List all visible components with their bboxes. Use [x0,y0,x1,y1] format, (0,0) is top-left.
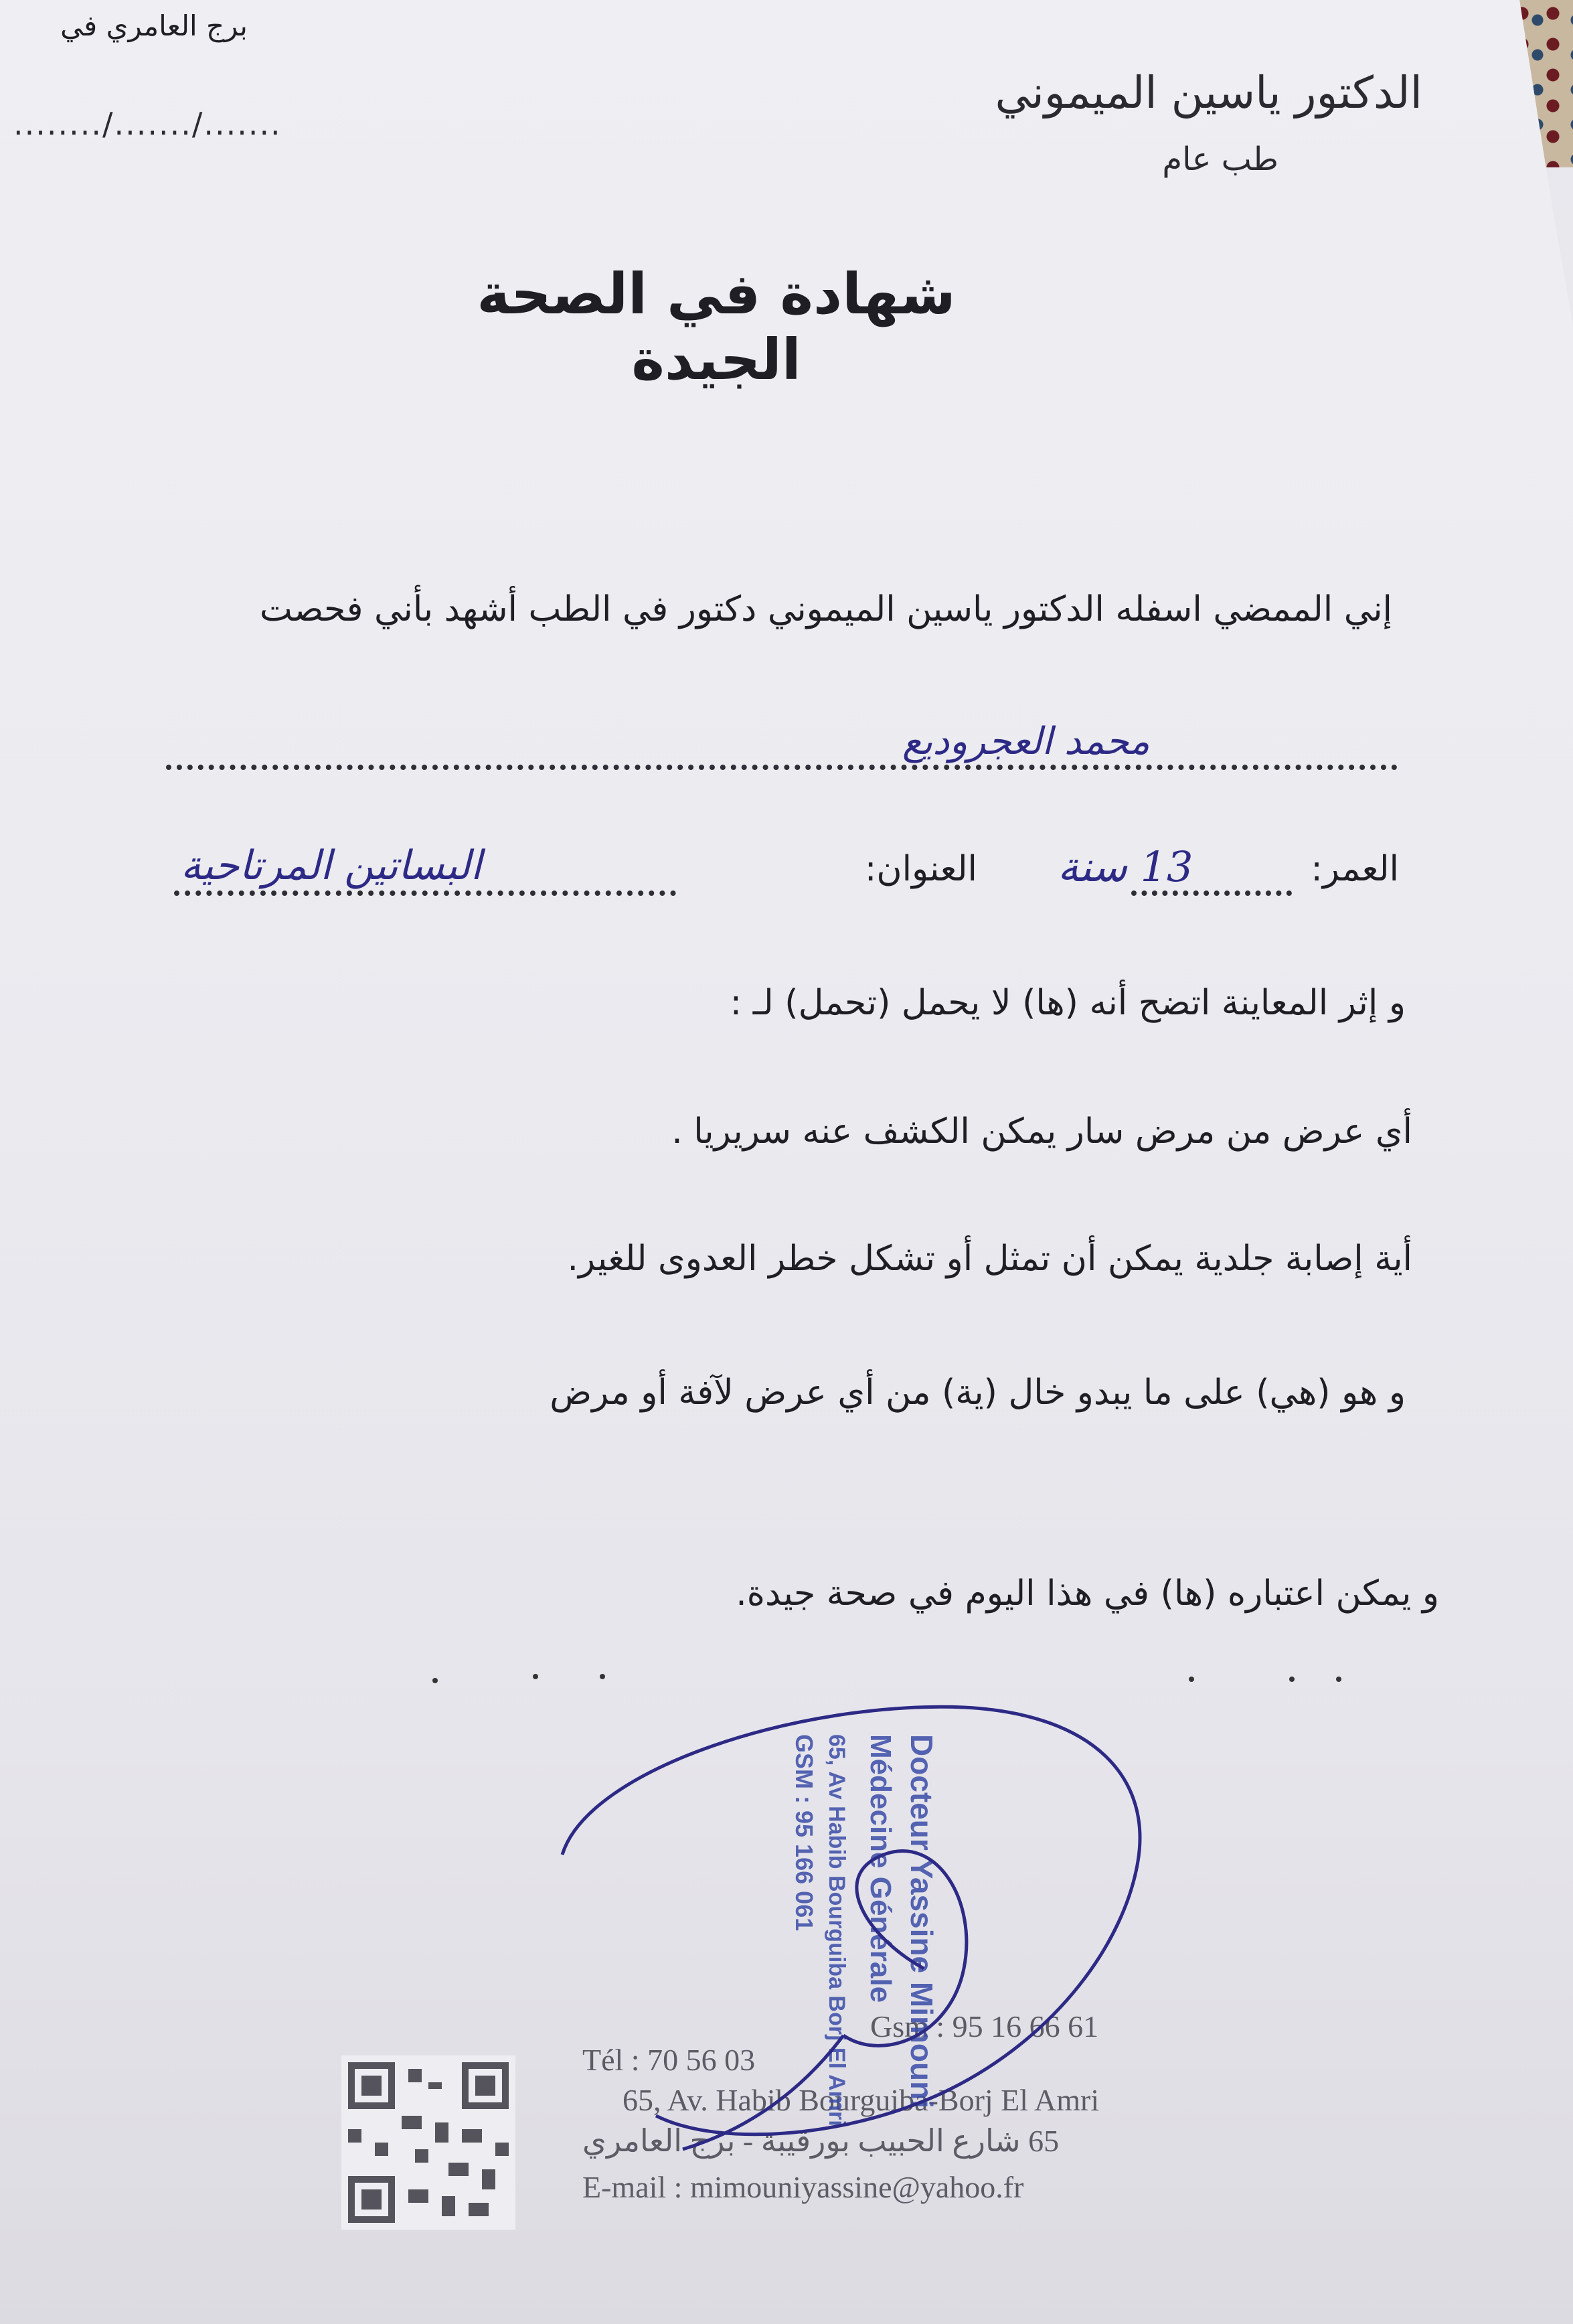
dot-marks [428,1674,1365,1687]
letterhead-address-fr: 65, Av. Habib Bourguiba-Borj El Amri [623,2083,1100,2117]
letterhead-address-ar: 65 شارع الحبيب بورقيبة - برج العامري [582,2124,1060,2158]
condition-contagious-disease: أي عرض من مرض سار يمكن الكشف عنه سريريا . [671,1111,1412,1152]
intro-line: إني الممضي اسفله الدكتور ياسين الميموني دكتور في الطب أشهد بأني فحصت [259,589,1392,629]
letterhead-tel: Tél : 70 56 03 [582,2043,756,2077]
stamp-gsm: GSM : 95 166 061 [791,1734,818,1932]
doctor-name: الدكتور ياسين الميموني [995,67,1422,119]
examination-line: و إثر المعاينة اتضح أنه (ها) لا يحمل (تحمل) لـ : [730,983,1406,1023]
patient-name-row [166,722,1398,775]
certificate-title: شهادة في الصحة الجيدة [477,261,956,392]
doctor-stamp [736,1734,977,2203]
letterhead-gsm: Gsm : 95 16 66 61 [870,2009,1099,2043]
age-dotted-line [1131,890,1292,896]
conclusion-line: و يمكن اعتباره (ها) في هذا اليوم في صحة جيدة. [736,1573,1439,1614]
condition-skin-infection: أية إصابة جلدية يمكن أن تمثل أو تشكل خطر العدوى للغير. [567,1239,1412,1279]
patient-name-dotted-line [166,765,1398,770]
address-value: البساتين المرتاحية [181,842,482,889]
qr-code-icon [341,2056,515,2230]
address-dotted-line [174,890,676,896]
age-value: 13 سنة [1058,842,1193,891]
date-line: ......../......./....... [13,106,282,142]
city-line: برج العامري في [60,9,248,42]
condition-free-of-disease: و هو (هي) على ما يبدو خال (ية) من أي عرض لآفة أو مرض [550,1373,1406,1413]
stamp-address: 65, Av Habib Bourguiba Borj El Amri [824,1734,849,2126]
stamp-doctor-name: Docteur Yassine Mimouni [904,1734,939,2108]
doctor-specialty: طب عام [1162,141,1278,178]
letterhead-email: E-mail : mimouniyassine@yahoo.fr [582,2170,1024,2204]
age-label: العمر: [1311,849,1399,889]
stamp-specialty: Médecine Générale [864,1734,897,2003]
address-label: العنوان: [864,849,977,889]
patient-name-value: محمد العجروديع [902,720,1150,763]
